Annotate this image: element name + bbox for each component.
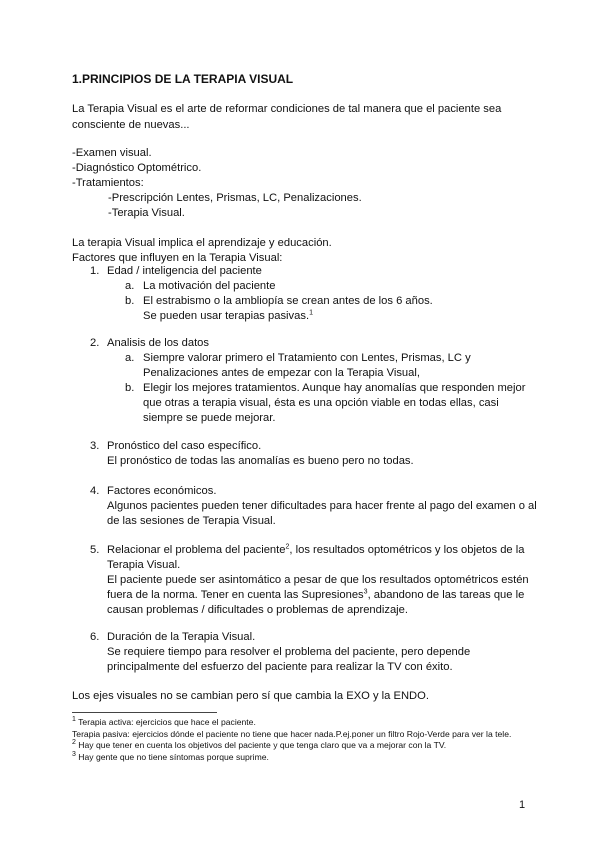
process-list [72, 146, 362, 221]
factors-heading: Factores que influyen en la Terapia Visual: [72, 252, 283, 264]
subitem-text-cont [143, 309, 540, 324]
process-line: -Diagnóstico Optométrico. [72, 162, 202, 174]
process-subline: -Terapia Visual. [108, 207, 185, 219]
page-number: 1 [519, 799, 526, 811]
factor-body-a: El paciente puede ser asintomático a pesar de que los resultados optométricos estén fuera de la norma. Tener en cuenta las Supresiones [107, 574, 529, 601]
footnote-ref: 2 [285, 543, 290, 551]
subitem-letter: b. [125, 382, 135, 394]
process-subline: -Prescripción Lentes, Prismas, LC, Penalizaciones. [108, 192, 362, 204]
footnote-marker: 1 [72, 716, 76, 724]
intro-paragraph: La Terapia Visual es el arte de reformar condiciones de tal manera que el paciente sea consciente de nuevas... [72, 103, 502, 131]
factor-number: 4. [90, 485, 100, 497]
factor-title-b: , los resultados optométricos y los objetos de la Terapia Visual. [107, 544, 525, 571]
subitem-text-2: Se pueden usar terapias pasivas. [143, 310, 310, 322]
factor-number: 5. [90, 544, 100, 556]
factor-body-b: , abandono de las tareas que le causan problemas / dificultades o problemas de aprendizaje. [107, 589, 525, 616]
factor-subitem [107, 279, 540, 294]
footnote-3 [72, 752, 542, 764]
factor-item [90, 543, 540, 618]
factor-title: Pronóstico del caso específico. [107, 440, 262, 452]
factor-item [90, 336, 540, 426]
process-line: -Examen visual. [72, 147, 152, 159]
footnotes [72, 717, 542, 763]
subitem-letter: a. [125, 280, 135, 292]
learning-line: La terapia Visual implica el aprendizaje y educación. [72, 237, 332, 249]
closing-paragraph: Los ejes visuales no se cambian pero sí que cambia la EXO y la ENDO. [72, 690, 429, 702]
process-line: -Tratamientos: [72, 177, 144, 189]
factor-body: El pronóstico de todas las anomalías es bueno pero no todas. [107, 455, 414, 467]
factor-body [107, 573, 540, 618]
factor-title-a: Relacionar el problema del paciente [107, 544, 286, 556]
subitem-text: Siempre valorar primero el Tratamiento con Lentes, Prismas, LC y Penalizaciones antes de empezar con la Terapia Visual, [143, 352, 471, 379]
factor-number: 2. [90, 337, 100, 349]
subitem-text: La motivación del paciente [143, 280, 276, 292]
factor-subitem [107, 381, 540, 426]
factor-item [90, 484, 540, 529]
factor-item [90, 630, 540, 675]
factor-subitem [107, 351, 540, 381]
subitem-letter: a. [125, 352, 135, 364]
factor-item [90, 264, 540, 324]
subitem-letter: b. [125, 295, 135, 307]
footnote-ref: 3 [363, 588, 368, 596]
factor-subitem [107, 294, 540, 324]
factor-item [90, 439, 540, 469]
footnote-text: Hay gente que no tiene síntomas porque suprime. [75, 751, 269, 762]
footnote-marker: 2 [72, 739, 76, 747]
factor-title [107, 543, 540, 573]
factor-title: Analisis de los datos [107, 337, 209, 349]
factor-number: 6. [90, 631, 100, 643]
factor-body: Algunos pacientes pueden tener dificultades para hacer frente al pago del examen o al de las sesiones de Terapia Visual. [107, 500, 537, 527]
factor-title: Edad / inteligencia del paciente [107, 265, 262, 277]
footnote-marker: 3 [72, 750, 76, 758]
footnote-text: Hay que tener en cuenta los objetivos del paciente y que tenga claro que va a mejorar con la TV. [75, 740, 447, 751]
factor-body: Se requiere tiempo para resolver el problema del paciente, pero depende principalmente del esfuerzo del paciente para realizar la TV con éxito. [107, 646, 471, 673]
footnote-text: Terapia activa: ejercicios que hace el paciente. [75, 717, 256, 727]
footnote-2 [72, 740, 542, 752]
factors-intro [72, 236, 332, 266]
section-title: 1.PRINCIPIOS DE LA TERAPIA VISUAL [72, 72, 294, 86]
footnote-1 [72, 717, 542, 729]
subitem-text: Elegir los mejores tratamientos. Aunque hay anomalías que responden mejor que otras a terapia visual, ésta es una opción viable en todas ellas, casi siempre se puede mejorar. [143, 382, 526, 424]
factor-title: Factores económicos. [107, 485, 217, 497]
factor-title: Duración de la Terapia Visual. [107, 631, 256, 643]
footnote-1-cont: Terapia pasiva: ejercicios dónde el paciente no tiene que hacer nada.P.ej.poner un filtro Rojo-Verde para ver la tele. [72, 728, 512, 739]
footnote-ref: 1 [309, 309, 313, 317]
footnote-separator [72, 712, 217, 713]
factor-number: 1. [90, 265, 100, 277]
subitem-text: El estrabismo o la ambliopía se crean antes de los 6 años. [143, 295, 433, 307]
factor-number: 3. [90, 440, 100, 452]
